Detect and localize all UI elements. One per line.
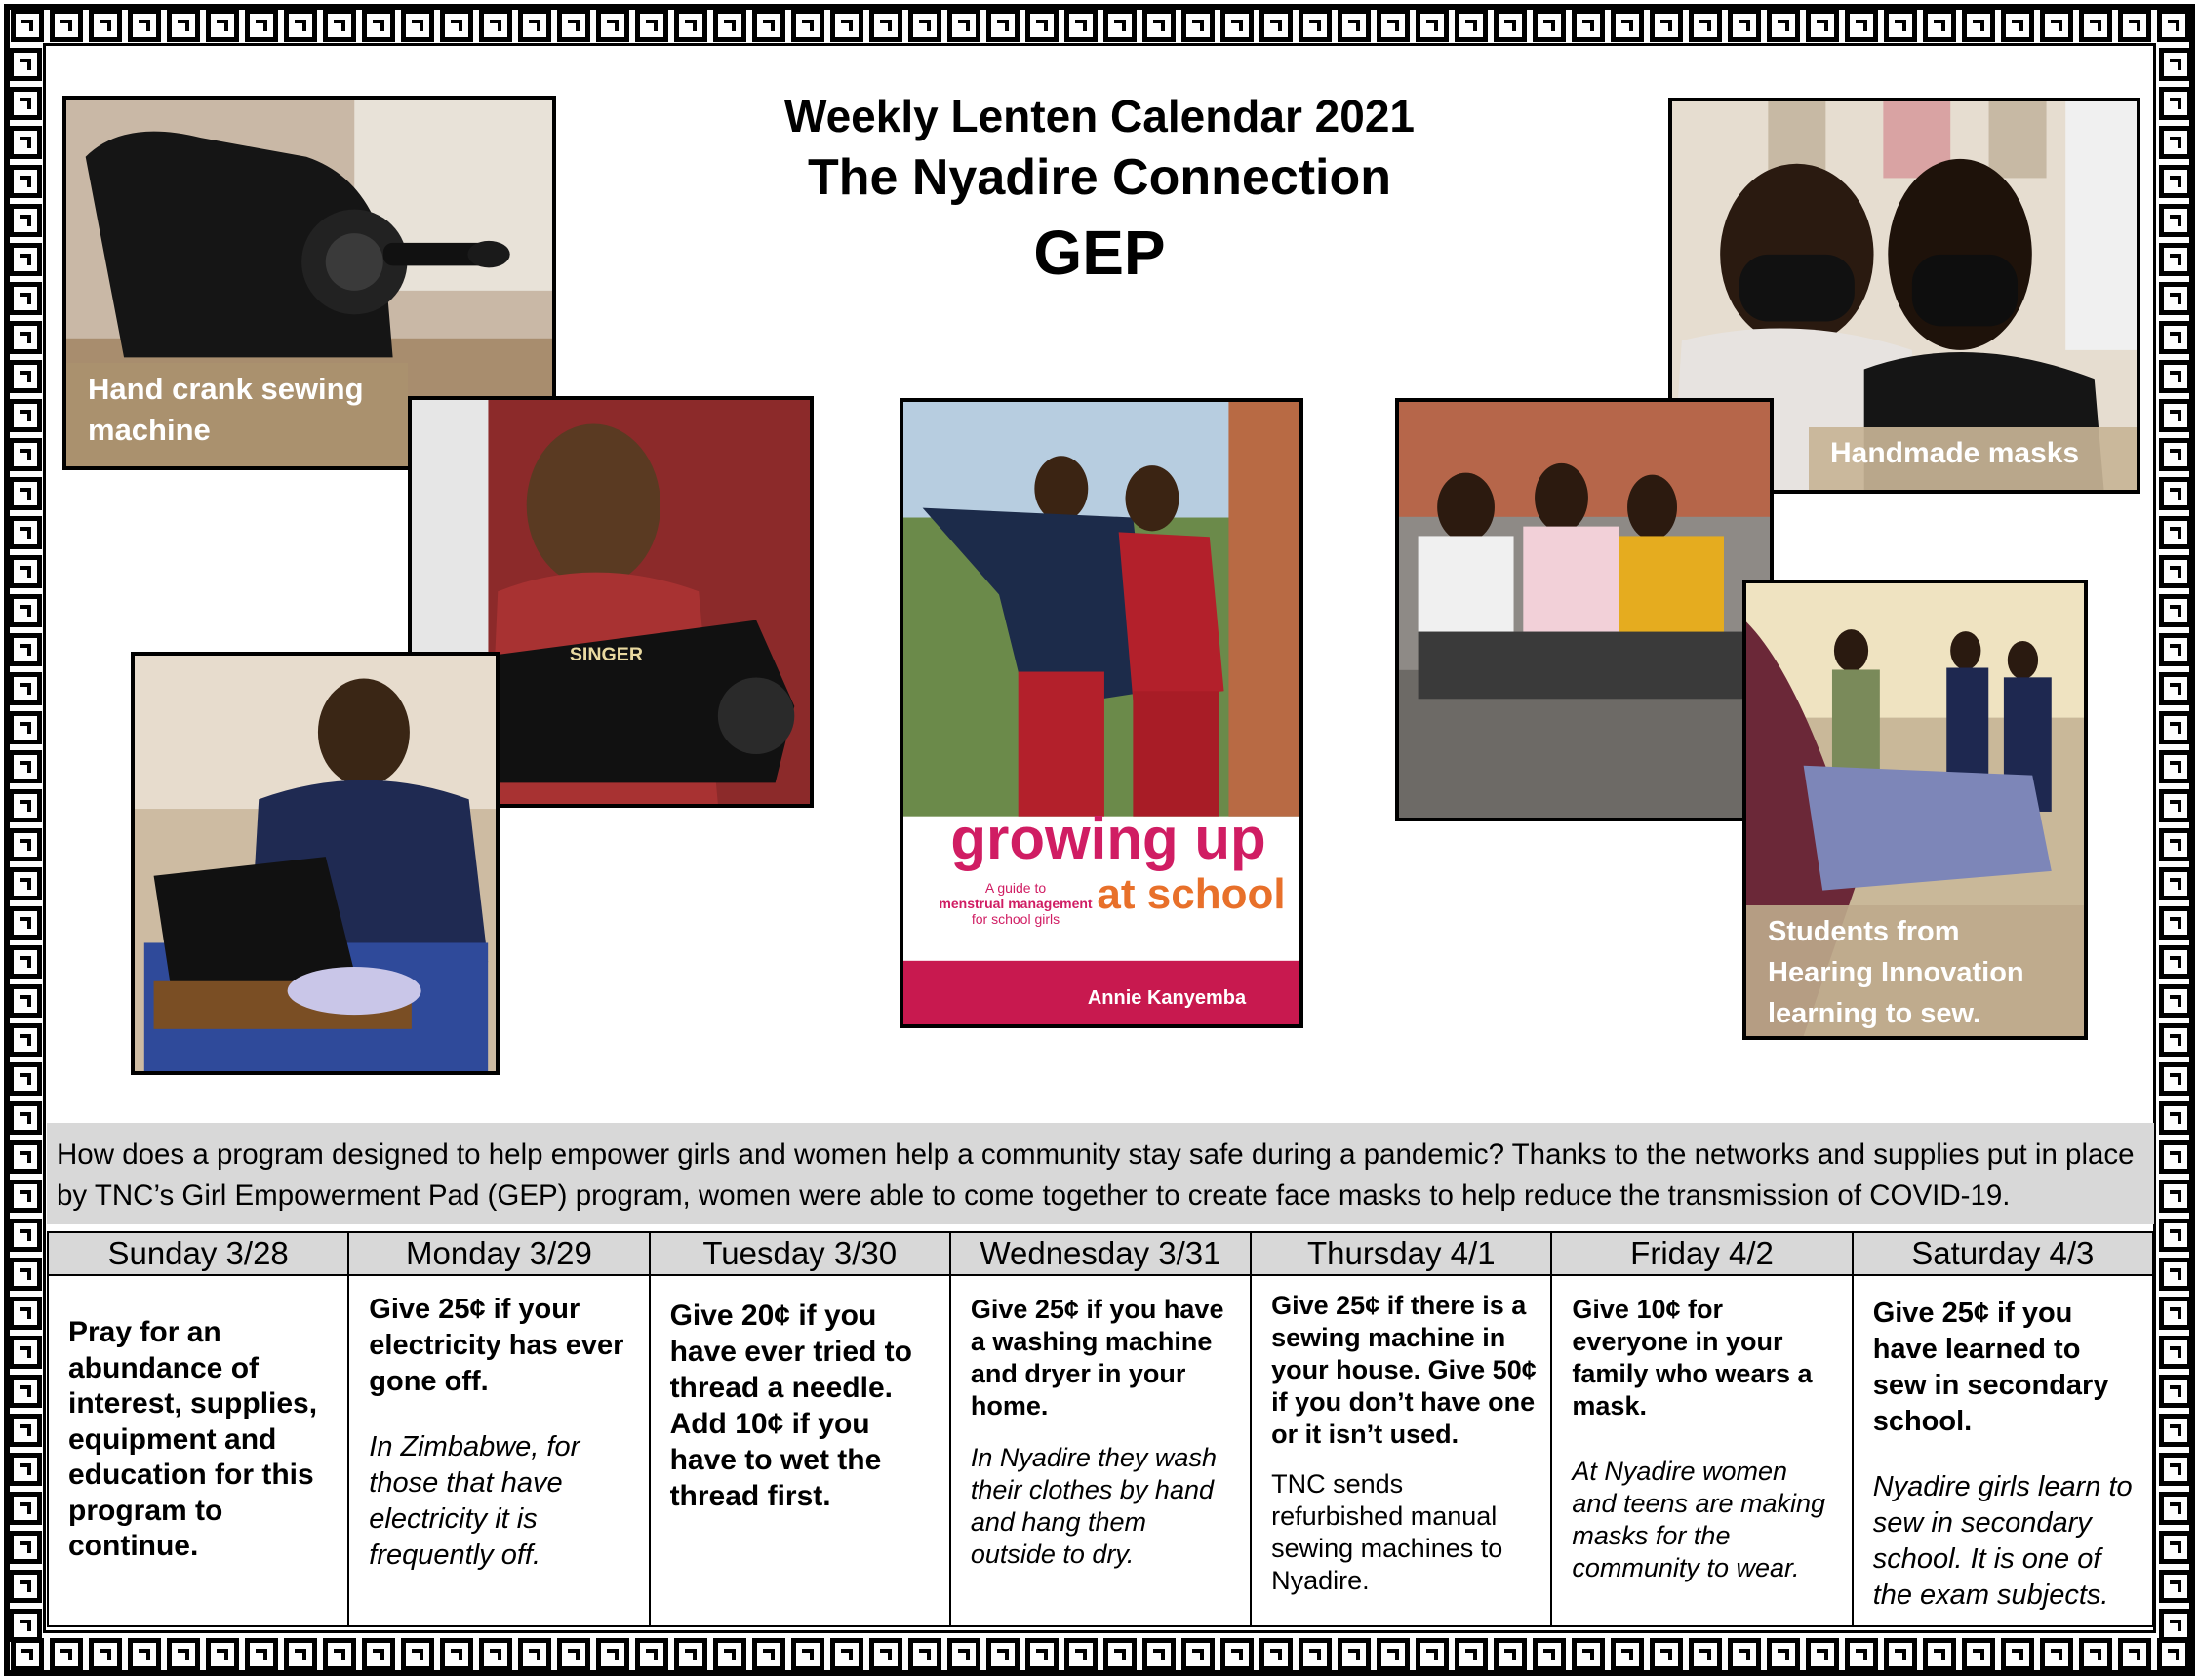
greek-key-tile [1728,1638,1761,1671]
greek-key-tile [9,360,42,393]
masks-caption: Handmade masks [1809,427,2140,494]
greek-key-tile [9,1219,42,1252]
student-sewing-image [135,656,496,1071]
greek-key-tile [9,828,42,861]
greek-key-tile [479,1638,512,1671]
greek-key-tile [1103,9,1137,42]
greek-key-tile [245,1638,278,1671]
greek-key-tile [9,1414,42,1447]
greek-key-tile [635,1638,668,1671]
greek-key-tile [11,9,44,42]
lenten-calendar-table [47,1231,2154,1627]
day-header-sunday: Sunday 3/28 [48,1232,348,1275]
book-title-line1: growing up [950,806,1266,871]
greek-key-tile [323,9,356,42]
day-instruction: Give 20¢ if you have ever tried to thread a needle. Add 10¢ if you have to wet the thread first. [669,1300,912,1512]
greek-key-tile [89,9,122,42]
greek-key-tile [2159,672,2192,705]
greek-key-tile [1338,1638,1371,1671]
greek-key-tile [2159,984,2192,1018]
greek-key-tile [1650,9,1683,42]
greek-key-tile [1572,1638,1605,1671]
greek-key-tile [1845,9,1878,42]
greek-key-tile [2159,1492,2192,1525]
greek-key-tile [9,1492,42,1525]
women-sitting-image [1399,402,1770,818]
greek-key-tile [362,9,395,42]
greek-key-tile [1220,9,1254,42]
greek-key-tile [2159,555,2192,588]
greek-key-tile [2159,1375,2192,1408]
greek-key-tile [1611,1638,1644,1671]
greek-key-tile [2159,1258,2192,1291]
greek-key-tile [1377,9,1410,42]
greek-key-tile [50,1638,83,1671]
greek-key-tile [1142,1638,1176,1671]
day-note: Nyadire girls learn to sew in secondary school. It is one of the exam subjects. [1872,1471,2133,1611]
book-subtitle-line3: for school girls [971,911,1060,927]
greek-key-tile [2079,1638,2112,1671]
day-instruction: Give 25¢ if you have learned to sew in secondary school. [1872,1298,2109,1437]
greek-key-tile [1962,1638,1995,1671]
greek-key-tile [1767,1638,1800,1671]
greek-key-tile [9,711,42,744]
greek-key-tile [2157,9,2190,42]
greek-key-tile [1806,9,1839,42]
greek-key-tile [89,1638,122,1671]
greek-key-tile [1025,9,1059,42]
book-author: Annie Kanyemba [1087,987,1247,1009]
greek-key-tile [2159,321,2192,354]
greek-key-tile [1259,9,1293,42]
greek-key-tile [2159,1023,2192,1057]
greek-key-tile [947,1638,980,1671]
book-title [923,806,1294,871]
greek-key-tile [2040,9,2073,42]
greek-key-tile [2159,828,2192,861]
greek-key-tile [1533,1638,1566,1671]
greek-key-tile [2159,1140,2192,1174]
greek-key-tile [791,9,824,42]
greek-key-tile [9,750,42,783]
greek-key-tile [2118,1638,2151,1671]
greek-key-tile [2159,594,2192,627]
day-header-friday: Friday 4/2 [1551,1232,1852,1275]
day-instruction: Give 10¢ for everyone in your family who wears a mask. [1572,1295,1813,1420]
greek-key-tile [323,1638,356,1671]
day-cell-friday [1551,1275,1852,1626]
greek-key-tile [2159,1336,2192,1369]
book-cover-image [903,402,1299,1024]
greek-key-tile [1103,1638,1137,1671]
greek-key-tile [2159,516,2192,549]
greek-key-tile [1455,9,1488,42]
greek-key-tile [2159,906,2192,940]
day-header-wednesday: Wednesday 3/31 [950,1232,1251,1275]
program-name: GEP [1033,218,1166,288]
greek-key-tile [1923,9,1956,42]
greek-key-tile [2159,1531,2192,1564]
greek-key-tile [674,9,707,42]
greek-key-tile [9,438,42,471]
greek-key-tile [596,9,629,42]
greek-key-tile [128,9,161,42]
greek-key-tile [752,9,785,42]
greek-key-tile [1181,9,1215,42]
greek-key-tile [2159,48,2192,81]
women-making-masks-photo [1395,398,1774,821]
greek-key-tile [440,9,473,42]
greek-key-tile [1142,9,1176,42]
greek-key-tile [830,1638,863,1671]
greek-key-tile [2159,399,2192,432]
day-instruction: Give 25¢ if you have a washing machine and dryer in your home. [970,1295,1224,1420]
greek-key-tile [9,945,42,979]
day-cell-wednesday [950,1275,1251,1626]
calendar-header-row [48,1232,2153,1275]
greek-key-tile [206,9,239,42]
greek-key-tile [1962,9,1995,42]
greek-key-tile [2159,1062,2192,1096]
greek-key-tile [9,1101,42,1135]
greek-key-tile [2040,1638,2073,1671]
greek-key-tile [1884,9,1917,42]
student-sewing-photo [131,652,500,1075]
greek-key-tile [635,9,668,42]
book-subtitle [923,880,1108,927]
greek-key-tile [9,672,42,705]
greek-key-tile [2159,633,2192,666]
greek-key-tile [713,9,746,42]
greek-key-tile [752,1638,785,1671]
greek-key-tile [9,48,42,81]
day-header-tuesday: Tuesday 3/30 [650,1232,950,1275]
greek-key-tile [908,9,941,42]
students-caption: Students from Hearing Innovation learning to sew. [1746,905,2088,1040]
greek-key-tile [9,1531,42,1564]
greek-key-tile [284,9,317,42]
greek-key-tile [596,1638,629,1671]
greek-key-tile [9,984,42,1018]
greek-key-tile [9,1062,42,1096]
book-subtitle-line1: A guide to [984,880,1047,896]
greek-key-tile [791,1638,824,1671]
calendar-content-row [48,1275,2153,1626]
greek-key-tile [9,477,42,510]
day-instruction: Pray for an abundance of interest, supplies, equipment and education for this program to continue. [68,1316,318,1562]
day-cell-thursday [1251,1275,1551,1626]
intro-paragraph: How does a program designed to help empower girls and women help a community stay safe during a pandemic? Thanks to the networks and supplies put in place by TNC’s Girl Empowerment Pad (GEP) program, women were able to come together to create face masks to help reduce the transmission of COVID-19. [47,1123,2154,1224]
greek-key-tile [1494,9,1527,42]
greek-key-tile [869,9,902,42]
greek-key-border-bottom [8,1635,2193,1674]
greek-key-tile [2159,750,2192,783]
day-header-thursday: Thursday 4/1 [1251,1232,1551,1275]
greek-key-tile [986,9,1020,42]
greek-key-tile [1806,1638,1839,1671]
greek-key-tile [2159,477,2192,510]
greek-key-tile [1767,9,1800,42]
day-cell-monday [348,1275,649,1626]
greek-key-tile [518,9,551,42]
greek-key-tile [2079,9,2112,42]
book-cover-photo [900,398,1303,1028]
greek-key-tile [2159,711,2192,744]
greek-key-tile [1689,1638,1722,1671]
greek-key-tile [9,1453,42,1486]
day-header-saturday: Saturday 4/3 [1853,1232,2153,1275]
greek-key-tile [2159,1570,2192,1603]
greek-key-tile [1416,9,1449,42]
greek-key-tile [674,1638,707,1671]
greek-key-tile [1533,9,1566,42]
greek-key-tile [9,1140,42,1174]
greek-key-tile [9,399,42,432]
greek-key-tile [167,1638,200,1671]
greek-key-tile [9,1570,42,1603]
greek-key-tile [9,1258,42,1291]
greek-key-tile [2001,9,2034,42]
greek-key-tile [440,1638,473,1671]
greek-key-tile [1728,9,1761,42]
greek-key-tile [128,1638,161,1671]
greek-key-tile [2159,1297,2192,1330]
greek-key-tile [2159,1453,2192,1486]
greek-key-tile [1611,9,1644,42]
day-cell-tuesday [650,1275,950,1626]
greek-key-tile [2159,438,2192,471]
greek-key-tile [557,9,590,42]
greek-key-tile [1884,1638,1917,1671]
greek-key-tile [2159,1180,2192,1213]
greek-key-tile [245,9,278,42]
greek-key-tile [9,633,42,666]
book-subtitle-line2: menstrual management [939,896,1093,911]
greek-key-tile [9,789,42,822]
greek-key-tile [1572,9,1605,42]
greek-key-border-top [8,6,2193,45]
greek-key-tile [2159,1609,2192,1642]
greek-key-tile [1299,1638,1332,1671]
day-note: In Zimbabwe, for those that have electricity it is frequently off. [369,1431,580,1571]
greek-key-tile [2159,1414,2192,1447]
greek-key-tile [479,9,512,42]
day-note: In Nyadire they wash their clothes by hand and hang them outside to dry. [970,1443,1217,1569]
greek-key-tile [1299,9,1332,42]
greek-key-tile [9,321,42,354]
greek-key-tile [9,1297,42,1330]
greek-key-tile [9,1180,42,1213]
greek-key-tile [947,9,980,42]
greek-key-tile [1416,1638,1449,1671]
calendar-title: Weekly Lenten Calendar 2021 [784,91,1415,141]
greek-key-tile [9,516,42,549]
greek-key-tile [713,1638,746,1671]
day-note: At Nyadire women and teens are making masks for the community to wear. [1572,1457,1826,1582]
day-note: TNC sends refurbished manual sewing machines to Nyadire. [1271,1469,1503,1595]
greek-key-tile [1455,1638,1488,1671]
greek-key-tile [1025,1638,1059,1671]
greek-key-tile [1181,1638,1215,1671]
greek-key-tile [830,9,863,42]
day-instruction: Give 25¢ if your electricity has ever gone off. [369,1294,624,1397]
day-header-monday: Monday 3/29 [348,1232,649,1275]
greek-key-tile [9,906,42,940]
sewing-machine-caption: Hand crank sewing machine [66,363,408,470]
greek-key-tile [2159,867,2192,900]
greek-key-tile [2159,1219,2192,1252]
greek-key-tile [401,1638,434,1671]
book-title-line2: at school [1097,870,1286,918]
greek-key-tile [9,867,42,900]
greek-key-tile [1923,1638,1956,1671]
greek-key-tile [1338,9,1371,42]
greek-key-tile [1650,1638,1683,1671]
greek-key-tile [1494,1638,1527,1671]
organization-name: The Nyadire Connection [807,149,1392,206]
greek-key-tile [908,1638,941,1671]
greek-key-tile [2159,945,2192,979]
greek-key-tile [1064,9,1098,42]
greek-key-tile [2118,9,2151,42]
greek-key-tile [1689,9,1722,42]
greek-key-tile [50,9,83,42]
greek-key-tile [1845,1638,1878,1671]
day-cell-saturday [1853,1275,2153,1626]
greek-key-tile [9,1023,42,1057]
greek-key-tile [401,9,434,42]
greek-key-tile [9,1375,42,1408]
greek-key-tile [2159,789,2192,822]
greek-key-tile [2001,1638,2034,1671]
greek-key-tile [9,1336,42,1369]
day-instruction: Give 25¢ if there is a sewing machine in your house. Give 50¢ if you don’t have one or it isn’t used. [1271,1291,1537,1449]
greek-key-tile [206,1638,239,1671]
greek-key-tile [167,9,200,42]
greek-key-tile [1220,1638,1254,1671]
greek-key-tile [2159,1101,2192,1135]
greek-key-tile [9,555,42,588]
greek-key-tile [9,1609,42,1642]
greek-key-tile [362,1638,395,1671]
greek-key-tile [869,1638,902,1671]
hearing-innovation-students-photo [1742,580,2088,1040]
day-cell-sunday [48,1275,348,1626]
greek-key-tile [557,1638,590,1671]
greek-key-tile [2159,360,2192,393]
greek-key-tile [986,1638,1020,1671]
greek-key-tile [284,1638,317,1671]
greek-key-tile [9,594,42,627]
singer-brand-label: SINGER [569,643,644,665]
greek-key-tile [1064,1638,1098,1671]
greek-key-tile [518,1638,551,1671]
greek-key-tile [1377,1638,1410,1671]
greek-key-tile [1259,1638,1293,1671]
